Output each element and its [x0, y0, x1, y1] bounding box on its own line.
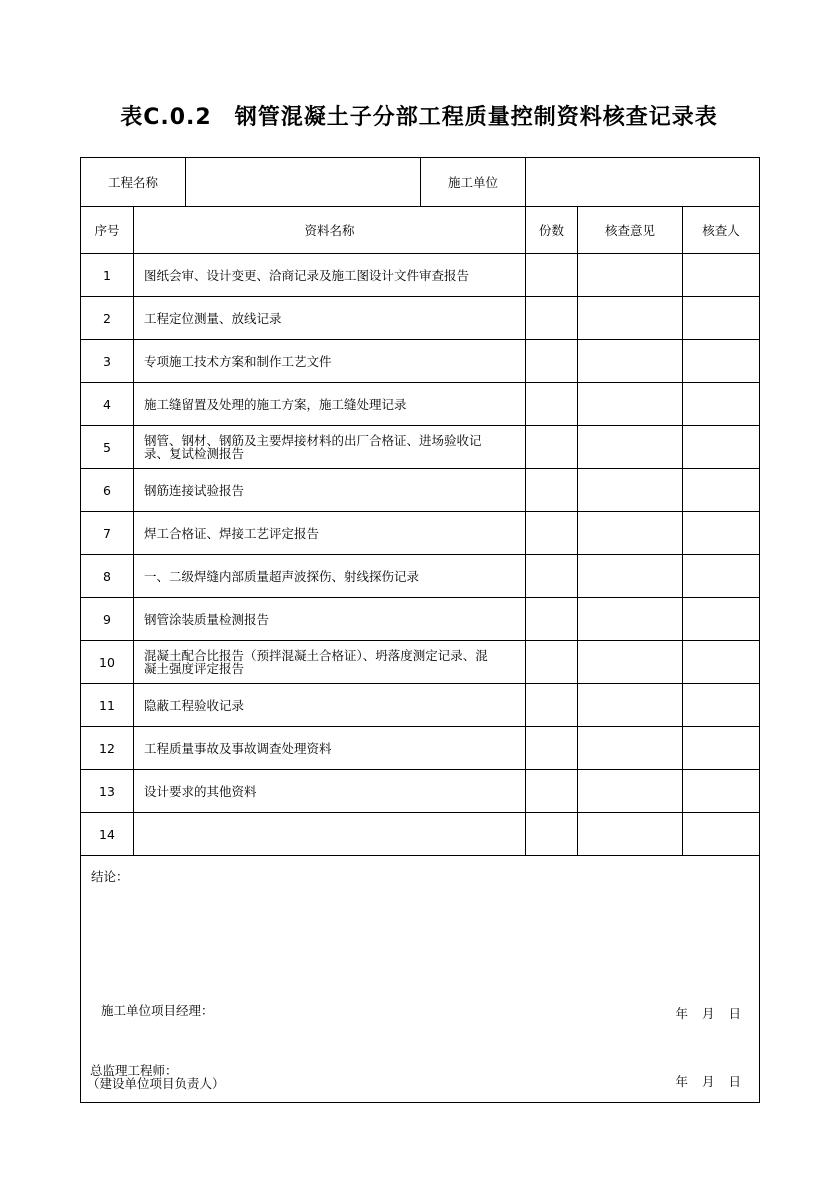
col-header-copies: 份数: [538, 222, 564, 238]
project-name-value[interactable]: [186, 158, 420, 206]
row-document-name: 施工缝留置及处理的施工方案，施工缝处理记录: [144, 396, 407, 412]
row-document-name: 工程质量事故及事故调查处理资料: [144, 740, 332, 756]
row-document-name: 钢管涂装质量检测报告: [144, 611, 270, 627]
page-title: 表C.0.2 钢管混凝土子分部工程质量控制资料核查记录表: [120, 105, 718, 130]
row-document-name: 一、二级焊缝内部质量超声波探伤、射线探伤记录: [144, 568, 420, 584]
day-label: 日: [728, 1074, 741, 1089]
row-document-name: 专项施工技术方案和制作工艺文件: [144, 353, 332, 369]
row-number: 12: [99, 740, 115, 756]
row-number: 2: [103, 310, 111, 326]
month-label: 月: [701, 1074, 715, 1089]
pm-date: [661, 1004, 741, 1022]
supervisor-date: [661, 1072, 741, 1090]
row-document-name: 混凝土配合比报告（预拌混凝土合格证）、坍落度测定记录、混凝土强度评定报告: [144, 648, 488, 676]
row-document-name: 钢筋连接试验报告: [144, 482, 245, 498]
supervisor-label: 总监理工程师：: [90, 1063, 178, 1078]
grid-line: [81, 855, 759, 856]
month-label: 月: [701, 1006, 715, 1021]
inspection-form: [80, 157, 760, 1103]
row-document-name: 图纸会审、设计变更、洽商记录及施工图设计文件审查报告: [144, 267, 470, 283]
conclusion-label: 结论：: [91, 869, 129, 884]
project-manager-label: 施工单位项目经理：: [101, 1003, 214, 1018]
row-number: 3: [103, 353, 111, 369]
construction-unit-value[interactable]: [526, 158, 759, 206]
col-header-checker: 核查人: [702, 222, 740, 238]
day-label: 日: [728, 1006, 741, 1021]
year-label: 年: [675, 1006, 688, 1021]
col-header-name: 资料名称: [304, 222, 355, 238]
row-document-name: 设计要求的其他资料: [144, 783, 257, 799]
row-number: 10: [99, 654, 115, 670]
grid-line: [682, 206, 683, 855]
row-document-name: 焊工合格证、焊接工艺评定报告: [144, 525, 320, 541]
year-label: 年: [675, 1074, 688, 1089]
row-number: 13: [99, 783, 115, 799]
row-document-name: 隐蔽工程验收记录: [144, 697, 245, 713]
row-number: 11: [99, 697, 115, 713]
col-header-no: 序号: [94, 222, 120, 238]
project-name-label: 工程名称: [107, 174, 158, 190]
row-number: 5: [103, 439, 111, 455]
row-number: 9: [103, 611, 111, 627]
row-document-name: 钢管、钢材、钢筋及主要焊接材料的出厂合格证、进场验收记录、复试检测报告: [144, 433, 482, 461]
row-number: 7: [103, 525, 111, 541]
col-header-opinion: 核查意见: [604, 222, 655, 238]
row-number: 1: [103, 267, 111, 283]
row-number: 8: [103, 568, 111, 584]
grid-line: [577, 206, 578, 855]
construction-unit-label: 施工单位: [447, 174, 498, 190]
row-number: 6: [103, 482, 111, 498]
supervisor-sub-label: （建设单位项目负责人）: [87, 1076, 225, 1091]
row-document-name: 工程定位测量、放线记录: [144, 310, 282, 326]
row-number: 4: [103, 396, 111, 412]
row-number: 14: [99, 826, 115, 842]
grid-line: [525, 206, 526, 855]
row-document-name: [134, 813, 525, 855]
